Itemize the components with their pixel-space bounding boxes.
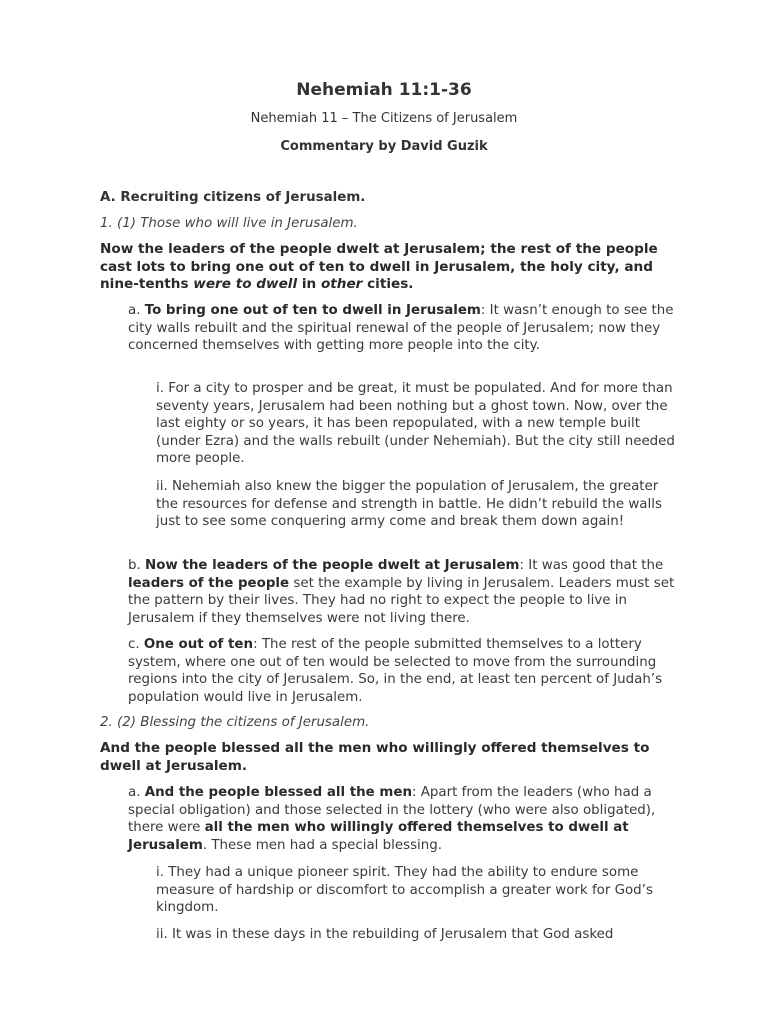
point-1-a: a. To bring one out of ten to dwell in Jerusalem: It wasn’t enough to see the city walls rebuilt and the spiritual renewal of the people of Jerusalem; now they concerned themselves with getting more people into the city. — [128, 303, 674, 354]
point-1-a-i: i. For a city to prosper and be great, it must be populated. And for more than seventy years, Jerusalem had been nothing but a ghost town. Now, over the last eighty or so years, it has been repopulated, with a new temple built (under Ezra) and the walls rebuilt (under Nehemiah). But the city still needed more people. — [156, 381, 675, 467]
point-2-a: a. And the people blessed all the men: Apart from the leaders (who had a special obligation) and those selected in the lottery (who were also obligated), there were all the men who willingly offered themselves to dwell at Jerusalem. These men had a special blessing. — [128, 785, 656, 853]
document-subtitle: Nehemiah 11 – The Citizens of Jerusalem — [250, 111, 518, 126]
point-2-label: 2. (2) Blessing the citizens of Jerusalem. — [100, 715, 370, 730]
point-2-verse: And the people blessed all the men who willingly offered themselves to dwell at Jerusalem. — [100, 740, 650, 774]
point-2-a-ii: ii. It was in these days in the rebuilding of Jerusalem that God asked — [156, 927, 614, 942]
point-1-verse: Now the leaders of the people dwelt at Jerusalem; the rest of the people cast lots to bring one out of ten to dwell in Jerusalem, the holy city, and nine-tenths were to dwell in other cities. — [100, 241, 658, 293]
point-1-b: b. Now the leaders of the people dwelt at Jerusalem: It was good that the leaders of the people set the example by living in Jerusalem. Leaders must set the pattern by their lives. They had no right to expect the people to live in Jerusalem if they themselves were not living there. — [128, 558, 675, 626]
point-1-c: c. One out of ten: The rest of the people submitted themselves to a lottery system, where one out of ten would be selected to move from the surrounding regions into the city of Jerusalem. So, in the end, at least ten percent of Judah’s population would live in Jerusalem. — [128, 637, 663, 705]
author-byline: Commentary by David Guzik — [280, 139, 488, 154]
section-a-heading: A. Recruiting citizens of Jerusalem. — [100, 190, 366, 205]
document-title: Nehemiah 11:1-36 — [296, 80, 472, 100]
point-1-label: 1. (1) Those who will live in Jerusalem. — [100, 216, 358, 231]
point-2-a-i: i. They had a unique pioneer spirit. They had the ability to endure some measure of hardship or discomfort to accomplish a greater work for God’s kingdom. — [156, 865, 653, 916]
point-1-a-ii: ii. Nehemiah also knew the bigger the population of Jerusalem, the greater the resources for defense and strength in battle. He didn’t rebuild the walls just to see some conquering army come and break them down again! — [156, 479, 662, 530]
